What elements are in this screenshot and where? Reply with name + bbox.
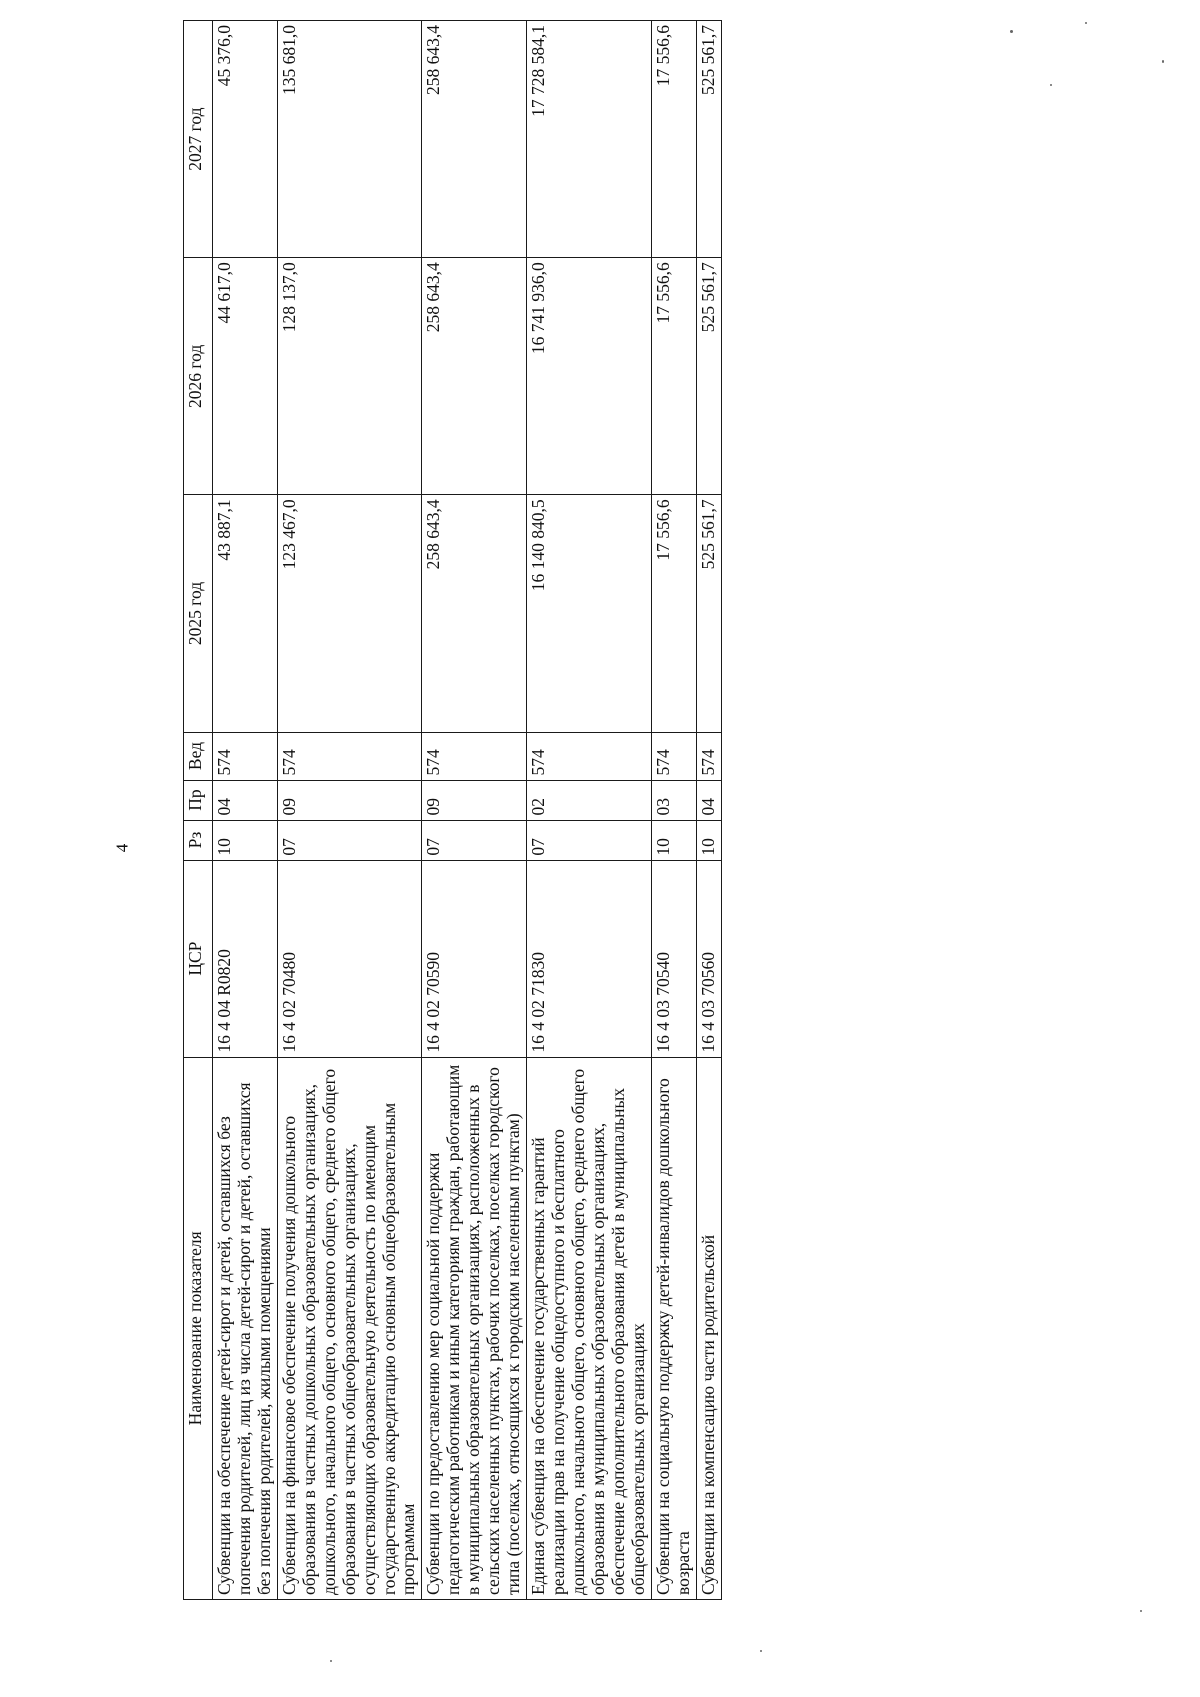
row-2025: 525 561,7 bbox=[696, 495, 721, 732]
row-name: Субвенции на компенсацию части родительской bbox=[696, 1057, 721, 1599]
header-ved: Вед bbox=[184, 732, 213, 780]
row-rz: 07 bbox=[277, 820, 422, 860]
scan-speck bbox=[1010, 30, 1013, 33]
header-name: Наименование показателя bbox=[184, 1057, 213, 1599]
table-row bbox=[696, 21, 721, 1600]
scan-speck bbox=[1050, 84, 1052, 86]
rotated-table-container bbox=[183, 20, 1153, 1600]
table-row bbox=[651, 21, 696, 1600]
scan-speck bbox=[760, 1650, 762, 1652]
header-rz: Рз bbox=[184, 820, 213, 860]
header-2026: 2026 год bbox=[184, 258, 213, 495]
header-pr: Пр bbox=[184, 780, 213, 820]
scan-speck bbox=[1140, 1610, 1142, 1612]
row-2027: 135 681,0 bbox=[277, 21, 422, 258]
row-name: Субвенции по предоставлению мер социальной поддержки педагогическим работникам и иным категориям граждан, работающим в муниципальных образовательных организациях, расположенных в сельских населенных пунктах, рабочих поселках, поселках городского типа (поселках, относящихся к городским населенным пунктам) bbox=[422, 1057, 527, 1599]
table-row bbox=[527, 21, 652, 1600]
row-2026: 258 643,4 bbox=[422, 258, 527, 495]
row-2027: 45 376,0 bbox=[213, 21, 278, 258]
page-number: 4 bbox=[112, 843, 132, 853]
row-ved: 574 bbox=[277, 732, 422, 780]
row-2027: 17 728 584,1 bbox=[527, 21, 652, 258]
row-csr: 16 4 04 R0820 bbox=[213, 860, 278, 1057]
row-rz: 07 bbox=[422, 820, 527, 860]
row-ved: 574 bbox=[696, 732, 721, 780]
row-name: Субвенции на обеспечение детей-сирот и детей, оставшихся без попечения родителей, лиц из числа детей-сирот и детей, оставшихся без попечения родителей, жилыми помещениями bbox=[213, 1057, 278, 1599]
row-ved: 574 bbox=[213, 732, 278, 780]
scan-speck bbox=[330, 1660, 332, 1662]
row-2026: 17 556,6 bbox=[651, 258, 696, 495]
row-2026: 16 741 936,0 bbox=[527, 258, 652, 495]
row-pr: 09 bbox=[277, 780, 422, 820]
row-csr: 16 4 03 70560 bbox=[696, 860, 721, 1057]
row-2026: 128 137,0 bbox=[277, 258, 422, 495]
table-row bbox=[277, 21, 422, 1600]
row-2025: 17 556,6 bbox=[651, 495, 696, 732]
row-name: Субвенции на социальную поддержку детей-инвалидов дошкольного возраста bbox=[651, 1057, 696, 1599]
row-name: Субвенции на финансовое обеспечение получения дошкольного образования в частных дошкольных образовательных организациях, дошкольного, начального общего, основного общего, среднего общего образования в частных общеобразовательных организациях, осуществляющих образовательную деятельность по имеющим государственную аккредитацию основным общеобразовательным программам bbox=[277, 1057, 422, 1599]
row-csr: 16 4 02 71830 bbox=[527, 860, 652, 1057]
row-2026: 525 561,7 bbox=[696, 258, 721, 495]
row-pr: 04 bbox=[696, 780, 721, 820]
row-2027: 258 643,4 bbox=[422, 21, 527, 258]
row-2027: 525 561,7 bbox=[696, 21, 721, 258]
row-rz: 10 bbox=[696, 820, 721, 860]
row-rz: 07 bbox=[527, 820, 652, 860]
row-2025: 43 887,1 bbox=[213, 495, 278, 732]
table-row bbox=[213, 21, 278, 1600]
row-2025: 258 643,4 bbox=[422, 495, 527, 732]
row-ved: 574 bbox=[422, 732, 527, 780]
row-pr: 02 bbox=[527, 780, 652, 820]
scan-speck bbox=[1162, 60, 1164, 63]
budget-table bbox=[183, 20, 722, 1600]
row-rz: 10 bbox=[651, 820, 696, 860]
header-csr: ЦСР bbox=[184, 860, 213, 1057]
row-pr: 04 bbox=[213, 780, 278, 820]
row-2025: 123 467,0 bbox=[277, 495, 422, 732]
row-2027: 17 556,6 bbox=[651, 21, 696, 258]
header-row bbox=[184, 21, 213, 1600]
scan-speck bbox=[1085, 22, 1087, 24]
table-row bbox=[422, 21, 527, 1600]
row-csr: 16 4 02 70480 bbox=[277, 860, 422, 1057]
header-2025: 2025 год bbox=[184, 495, 213, 732]
row-ved: 574 bbox=[527, 732, 652, 780]
row-ved: 574 bbox=[651, 732, 696, 780]
row-rz: 10 bbox=[213, 820, 278, 860]
row-pr: 03 bbox=[651, 780, 696, 820]
row-2026: 44 617,0 bbox=[213, 258, 278, 495]
row-csr: 16 4 03 70540 bbox=[651, 860, 696, 1057]
row-csr: 16 4 02 70590 bbox=[422, 860, 527, 1057]
row-name: Единая субвенция на обеспечение государственных гарантий реализации прав на получение общедоступного и бесплатного дошкольного, начального общего, основного общего, среднего общего образования в муниципальных образовательных организациях, обеспечение дополнительного образования детей в муниципальных общеобразовательных организациях bbox=[527, 1057, 652, 1599]
row-pr: 09 bbox=[422, 780, 527, 820]
header-2027: 2027 год bbox=[184, 21, 213, 258]
row-2025: 16 140 840,5 bbox=[527, 495, 652, 732]
